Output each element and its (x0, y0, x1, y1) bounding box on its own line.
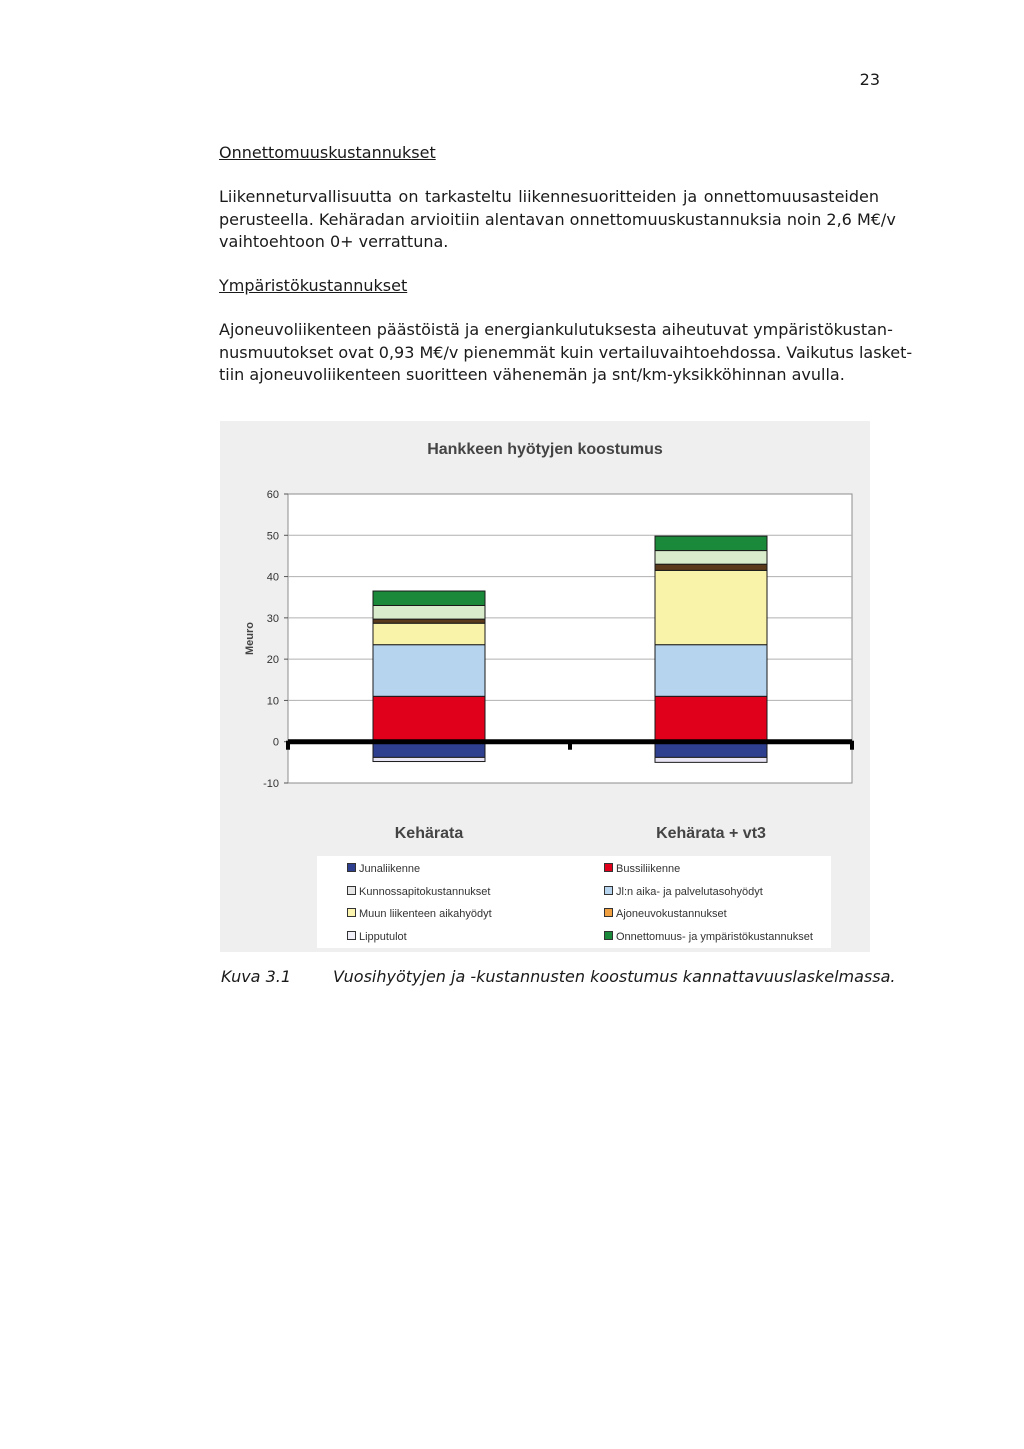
y-tick-label: 10 (266, 695, 279, 708)
legend-swatch (604, 886, 613, 895)
legend-item (604, 863, 680, 875)
y-tick-label: 60 (266, 489, 279, 501)
bar-segment (373, 645, 485, 697)
legend-label: Ajoneuvokustannukset (616, 908, 727, 920)
page-number: 23 (859, 70, 880, 89)
legend-swatch (347, 908, 356, 917)
chart-title: Hankkeen hyötyjen koostumus (427, 441, 663, 458)
legend-swatch (604, 931, 613, 940)
bar-segment (373, 605, 485, 619)
legend-label: Lipputulot (359, 930, 407, 943)
legend-label: Bussiliikenne (616, 863, 681, 875)
paragraph-line: Liikenneturvallisuutta on tarkasteltu liikennesuoritteiden ja onnettomuusasteiden (219, 187, 879, 206)
legend-item (347, 863, 420, 875)
figure-caption: Vuosihyötyjen ja -kustannusten koostumus kannattavuuslaskelmassa. (333, 967, 896, 986)
paragraph-line: tiin ajoneuvoliikenteen suoritteen vähenemän ja snt/km-yksikköhinnan avulla. (219, 365, 845, 384)
legend-label: Kunnossapitokustannukset (359, 885, 491, 898)
legend-label: Onnettomuus- ja ympäristökustannukset (616, 930, 813, 943)
legend-swatch (604, 908, 613, 917)
paragraph-accidents (219, 186, 896, 254)
legend-item (604, 931, 813, 943)
y-tick-label: 30 (266, 612, 279, 625)
legend-item (604, 886, 763, 898)
y-tick-label: 50 (266, 530, 279, 543)
legend-label: Muun liikenteen aikahyödyt (359, 908, 492, 920)
paragraph-line: perusteella. Kehäradan arvioitiin alentavan onnettomuuskustannuksia noin 2,6 M€/v (219, 209, 896, 229)
bar-segment (655, 564, 767, 570)
legend-item (347, 886, 490, 898)
legend-item (347, 908, 492, 920)
paragraph-environment (219, 319, 913, 387)
x-tick (568, 741, 572, 750)
y-tick-label: 0 (272, 736, 279, 749)
bar-segment (373, 696, 485, 741)
bar-segment (373, 757, 485, 761)
legend-item (347, 931, 407, 943)
y-tick-label: 40 (266, 571, 279, 584)
y-tick-label: -10 (263, 778, 279, 790)
section-heading-accidents: Onnettomuuskustannukset (219, 143, 436, 162)
paragraph-line: Ajoneuvoliikenteen päästöistä ja energiankulutuksesta aiheutuvat ympäristökustan- (219, 320, 893, 339)
legend-label: Jl:n aika- ja palvelutasohyödyt (616, 885, 763, 898)
x-tick (286, 741, 290, 750)
bar-segment (655, 757, 767, 762)
category-label: Kehärata + vt3 (656, 825, 766, 842)
bar-segment (655, 645, 767, 697)
legend-item (604, 908, 727, 920)
y-tick-label: 20 (266, 654, 279, 667)
bar-segment (655, 696, 767, 741)
legend-swatch (347, 931, 356, 940)
bar-segment (655, 570, 767, 644)
bar-segment (373, 623, 485, 644)
chart-figure (220, 421, 870, 952)
bar-segment (655, 536, 767, 550)
category-label: Kehärata (394, 825, 464, 842)
section-heading-environment: Ympäristökustannukset (219, 276, 408, 295)
legend-swatch (347, 886, 356, 895)
bar-segment (373, 591, 485, 605)
legend-label: Junaliikenne (359, 863, 421, 875)
legend-swatch (347, 863, 356, 872)
chart-legend (317, 856, 831, 948)
figure-label: Kuva 3.1 (221, 967, 292, 986)
y-axis-label: Meuro (244, 622, 256, 655)
x-tick (850, 741, 854, 750)
paragraph-line: vaihtoehtoon 0+ verrattuna. (219, 232, 449, 251)
paragraph-line: nusmuutokset ovat 0,93 M€/v pienemmät kuin vertailuvaihtoehdossa. Vaikutus lasket- (219, 342, 913, 362)
legend-swatch (604, 863, 613, 872)
bar-segment (655, 551, 767, 565)
bar-segment (373, 619, 485, 623)
